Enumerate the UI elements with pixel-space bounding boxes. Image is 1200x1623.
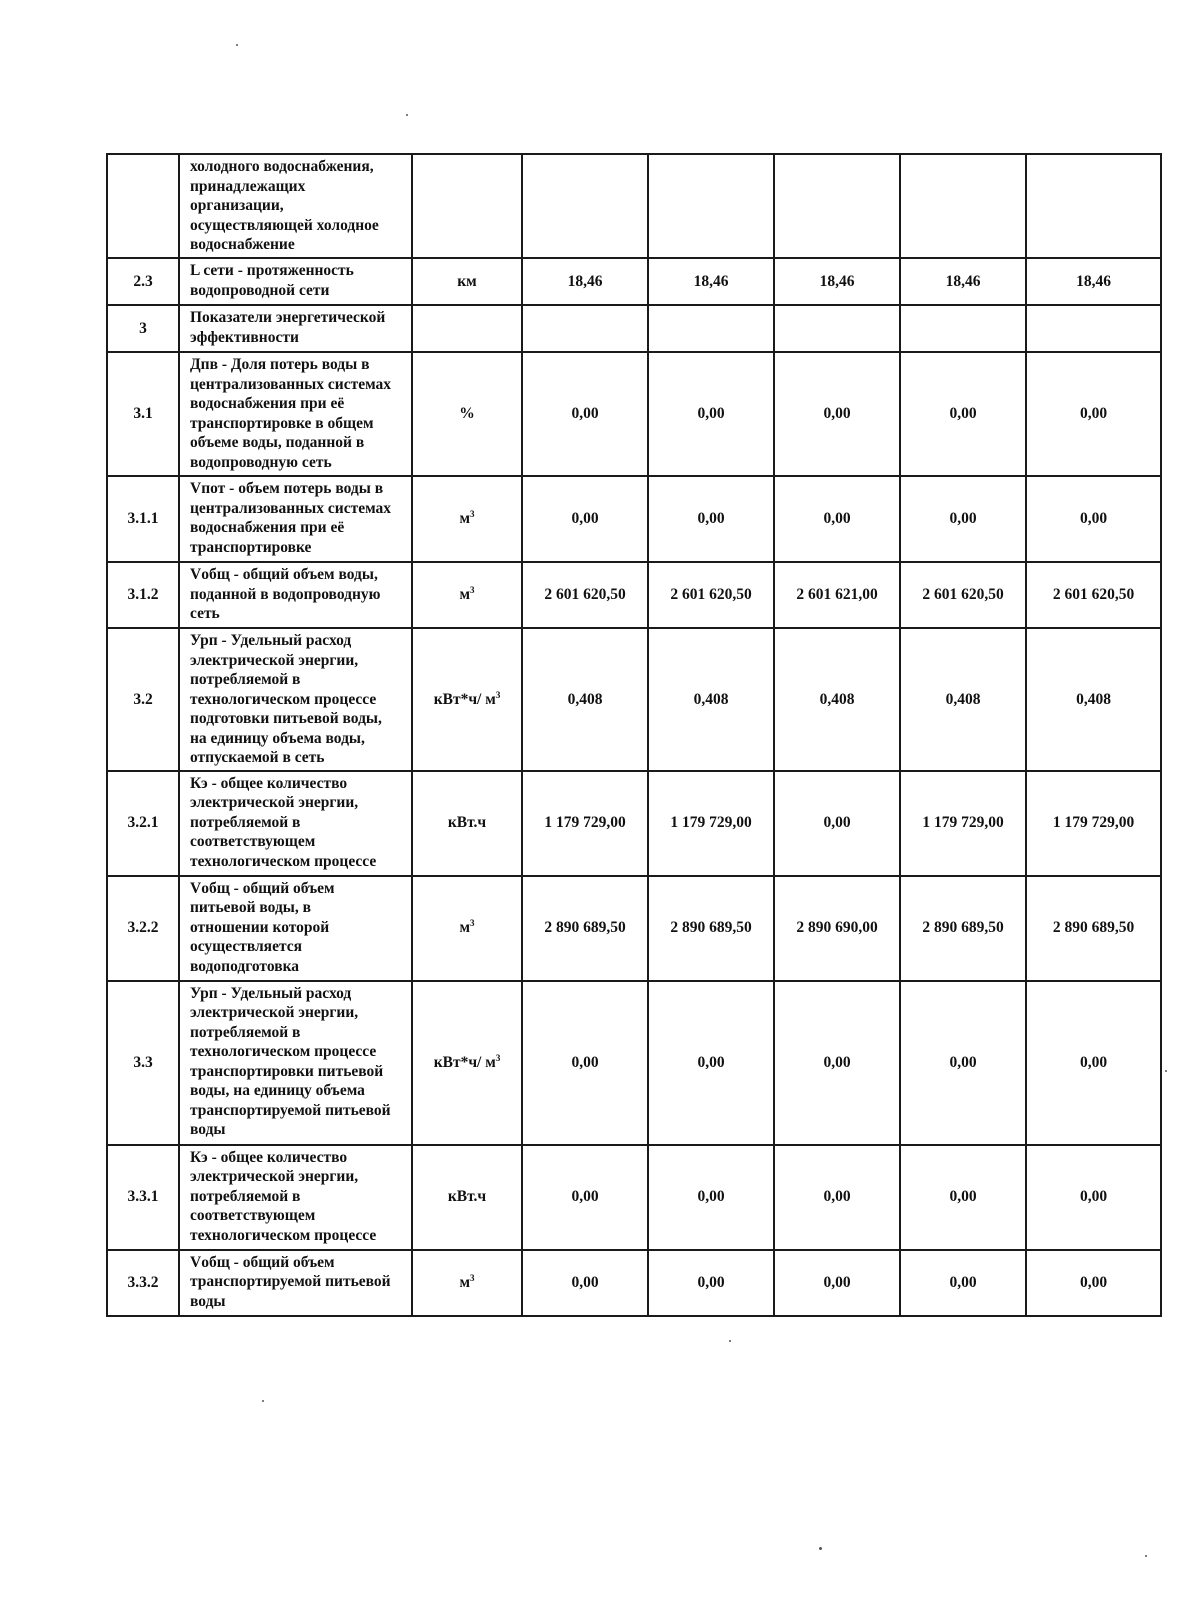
table-row bbox=[107, 1145, 1161, 1250]
value-cell bbox=[522, 305, 648, 352]
indicator-name-text: Кэ - общее количество электрической энергии, потребляемой в соответствующем технологическом процессе bbox=[190, 774, 377, 870]
value-cell: 2 601 620,50 bbox=[522, 562, 648, 628]
row-number: 3.2.2 bbox=[107, 876, 179, 981]
row-number bbox=[107, 154, 179, 258]
unit-cell bbox=[412, 476, 522, 562]
row-number: 3.3.2 bbox=[107, 1250, 179, 1316]
scan-speck bbox=[262, 1400, 264, 1402]
indicator-name-text: Vобщ - общий объем транспортируемой питьевой воды bbox=[190, 1253, 391, 1310]
value-cell: 0,00 bbox=[648, 476, 774, 562]
value-cell: 0,00 bbox=[648, 352, 774, 476]
value-cell: 2 890 689,50 bbox=[1026, 876, 1161, 981]
value-cell bbox=[774, 305, 900, 352]
value-cell: 0,00 bbox=[900, 1250, 1026, 1316]
unit-exponent: 3 bbox=[470, 918, 475, 929]
value-cell: 1 179 729,00 bbox=[900, 771, 1026, 876]
indicator-name bbox=[179, 562, 412, 628]
value-cell: 0,00 bbox=[1026, 1145, 1161, 1250]
unit-exponent: 3 bbox=[495, 1052, 501, 1063]
unit-cell bbox=[412, 981, 522, 1145]
unit-cell bbox=[412, 352, 522, 476]
scan-speck bbox=[236, 44, 238, 46]
row-number: 3.2.1 bbox=[107, 771, 179, 876]
value-cell: 0,00 bbox=[1026, 981, 1161, 1145]
indicator-name bbox=[179, 476, 412, 562]
value-cell: 18,46 bbox=[1026, 258, 1161, 305]
indicator-name bbox=[179, 628, 412, 771]
indicator-name-text: Кэ - общее количество электрической энергии, потребляемой в соответствующем технологическом процессе bbox=[190, 1148, 377, 1244]
indicator-name-text: L сети - протяженность водопроводной сети bbox=[190, 262, 354, 299]
table-row bbox=[107, 476, 1161, 562]
unit-text: км bbox=[457, 272, 477, 290]
value-cell: 0,00 bbox=[774, 1145, 900, 1250]
value-cell: 0,00 bbox=[1026, 476, 1161, 562]
value-cell: 0,00 bbox=[1026, 352, 1161, 476]
row-number: 3.1.2 bbox=[107, 562, 179, 628]
value-cell: 0,00 bbox=[900, 352, 1026, 476]
table-row bbox=[107, 981, 1161, 1145]
table-row bbox=[107, 154, 1161, 258]
value-cell bbox=[774, 154, 900, 258]
indicator-name bbox=[179, 352, 412, 476]
scan-speck bbox=[819, 1547, 822, 1550]
unit-cell bbox=[412, 1250, 522, 1316]
table-row bbox=[107, 305, 1161, 352]
unit-exponent: 3 bbox=[470, 1272, 475, 1283]
unit-cell bbox=[412, 1145, 522, 1250]
indicator-name-text: Показатели энергетической эффективности bbox=[190, 309, 386, 346]
row-number: 3 bbox=[107, 305, 179, 352]
value-cell: 0,00 bbox=[774, 1250, 900, 1316]
value-cell: 1 179 729,00 bbox=[522, 771, 648, 876]
table-row bbox=[107, 258, 1161, 305]
scan-speck bbox=[1145, 1555, 1147, 1557]
unit-text: кВт*ч/ м bbox=[433, 690, 496, 708]
value-cell: 18,46 bbox=[648, 258, 774, 305]
unit-text: м bbox=[459, 510, 471, 528]
value-cell: 18,46 bbox=[522, 258, 648, 305]
value-cell: 18,46 bbox=[900, 258, 1026, 305]
row-number: 2.3 bbox=[107, 258, 179, 305]
value-cell: 2 601 620,50 bbox=[648, 562, 774, 628]
value-cell: 0,408 bbox=[1026, 628, 1161, 771]
value-cell bbox=[648, 305, 774, 352]
indicators-table bbox=[106, 153, 1162, 1317]
value-cell bbox=[522, 154, 648, 258]
value-cell: 0,00 bbox=[522, 476, 648, 562]
table-row bbox=[107, 352, 1161, 476]
value-cell: 0,00 bbox=[522, 1250, 648, 1316]
unit-exponent: 3 bbox=[470, 509, 475, 520]
value-cell: 2 601 620,50 bbox=[1026, 562, 1161, 628]
indicator-name bbox=[179, 1250, 412, 1316]
value-cell: 2 601 621,00 bbox=[774, 562, 900, 628]
indicator-name-text: Vобщ - общий объем питьевой воды, в отношении которой осуществляется водоподготовка bbox=[190, 879, 335, 975]
value-cell: 0,00 bbox=[522, 1145, 648, 1250]
value-cell: 0,408 bbox=[522, 628, 648, 771]
value-cell: 0,00 bbox=[900, 1145, 1026, 1250]
indicator-name-text: Дпв - Доля потерь воды в централизованных системах водоснабжения при её транспортировке в общем объеме воды, поданной в водопроводную сеть bbox=[190, 356, 392, 471]
value-cell: 0,00 bbox=[1026, 1250, 1161, 1316]
indicator-name bbox=[179, 305, 412, 352]
value-cell: 0,00 bbox=[900, 981, 1026, 1145]
indicator-name bbox=[179, 771, 412, 876]
value-cell: 0,00 bbox=[522, 981, 648, 1145]
indicator-name bbox=[179, 981, 412, 1145]
row-number: 3.1 bbox=[107, 352, 179, 476]
indicator-name bbox=[179, 154, 412, 258]
value-cell: 2 601 620,50 bbox=[900, 562, 1026, 628]
value-cell: 2 890 689,50 bbox=[900, 876, 1026, 981]
value-cell bbox=[1026, 305, 1161, 352]
unit-cell bbox=[412, 154, 522, 258]
value-cell: 0,00 bbox=[774, 771, 900, 876]
value-cell: 18,46 bbox=[774, 258, 900, 305]
value-cell: 0,00 bbox=[900, 476, 1026, 562]
unit-cell bbox=[412, 876, 522, 981]
indicator-name-text: Vпот - объем потерь воды в централизованных системах водоснабжения при её транспортировке bbox=[190, 480, 392, 556]
scan-speck bbox=[1165, 1070, 1167, 1072]
value-cell bbox=[648, 154, 774, 258]
value-cell: 0,408 bbox=[774, 628, 900, 771]
unit-text: м bbox=[459, 586, 471, 604]
table-row bbox=[107, 562, 1161, 628]
value-cell: 2 890 690,00 bbox=[774, 876, 900, 981]
indicator-name-text: Vобщ - общий объем воды, поданной в водопроводную сеть bbox=[190, 566, 381, 622]
unit-text: м bbox=[459, 1273, 471, 1291]
unit-text: % bbox=[459, 405, 475, 423]
value-cell: 0,00 bbox=[774, 476, 900, 562]
unit-cell bbox=[412, 771, 522, 876]
value-cell bbox=[900, 154, 1026, 258]
indicator-name-text: Урп - Удельный расход электрической энергии, потребляемой в технологическом процессе подготовки питьевой воды, на единицу объема воды, отпускаемой в сеть bbox=[190, 632, 382, 766]
unit-cell bbox=[412, 562, 522, 628]
row-number: 3.2 bbox=[107, 628, 179, 771]
value-cell: 0,00 bbox=[522, 352, 648, 476]
indicator-name bbox=[179, 876, 412, 981]
row-number: 3.1.1 bbox=[107, 476, 179, 562]
table-body bbox=[107, 154, 1161, 1316]
value-cell: 2 890 689,50 bbox=[522, 876, 648, 981]
value-cell: 0,00 bbox=[648, 1250, 774, 1316]
value-cell: 0,408 bbox=[648, 628, 774, 771]
indicator-name bbox=[179, 1145, 412, 1250]
unit-text: м bbox=[459, 919, 471, 937]
unit-exponent: 3 bbox=[470, 585, 475, 596]
unit-text: кВт.ч bbox=[447, 814, 487, 832]
indicator-name bbox=[179, 258, 412, 305]
indicator-name-text: холодного водоснабжения, принадлежащих организации, осуществляющей холодное водоснабжение bbox=[190, 158, 379, 253]
unit-text: кВт.ч bbox=[447, 1188, 487, 1206]
value-cell: 0,00 bbox=[648, 1145, 774, 1250]
value-cell bbox=[900, 305, 1026, 352]
indicator-name-text: Урп - Удельный расход электрической энергии, потребляемой в технологическом процессе транспортировки питьевой воды, на единицу объема транспортируемой питьевой воды bbox=[190, 984, 391, 1138]
value-cell: 0,00 bbox=[648, 981, 774, 1145]
row-number: 3.3.1 bbox=[107, 1145, 179, 1250]
value-cell: 0,00 bbox=[774, 352, 900, 476]
value-cell bbox=[1026, 154, 1161, 258]
unit-cell bbox=[412, 258, 522, 305]
scan-speck bbox=[729, 1340, 731, 1342]
table-row bbox=[107, 771, 1161, 876]
unit-cell bbox=[412, 628, 522, 771]
value-cell: 1 179 729,00 bbox=[648, 771, 774, 876]
unit-cell bbox=[412, 305, 522, 352]
value-cell: 2 890 689,50 bbox=[648, 876, 774, 981]
table-row bbox=[107, 876, 1161, 981]
unit-exponent: 3 bbox=[495, 689, 501, 700]
row-number: 3.3 bbox=[107, 981, 179, 1145]
scan-speck bbox=[406, 114, 408, 116]
table-row bbox=[107, 1250, 1161, 1316]
value-cell: 1 179 729,00 bbox=[1026, 771, 1161, 876]
unit-text: кВт*ч/ м bbox=[433, 1053, 496, 1071]
table-row bbox=[107, 628, 1161, 771]
value-cell: 0,408 bbox=[900, 628, 1026, 771]
value-cell: 0,00 bbox=[774, 981, 900, 1145]
